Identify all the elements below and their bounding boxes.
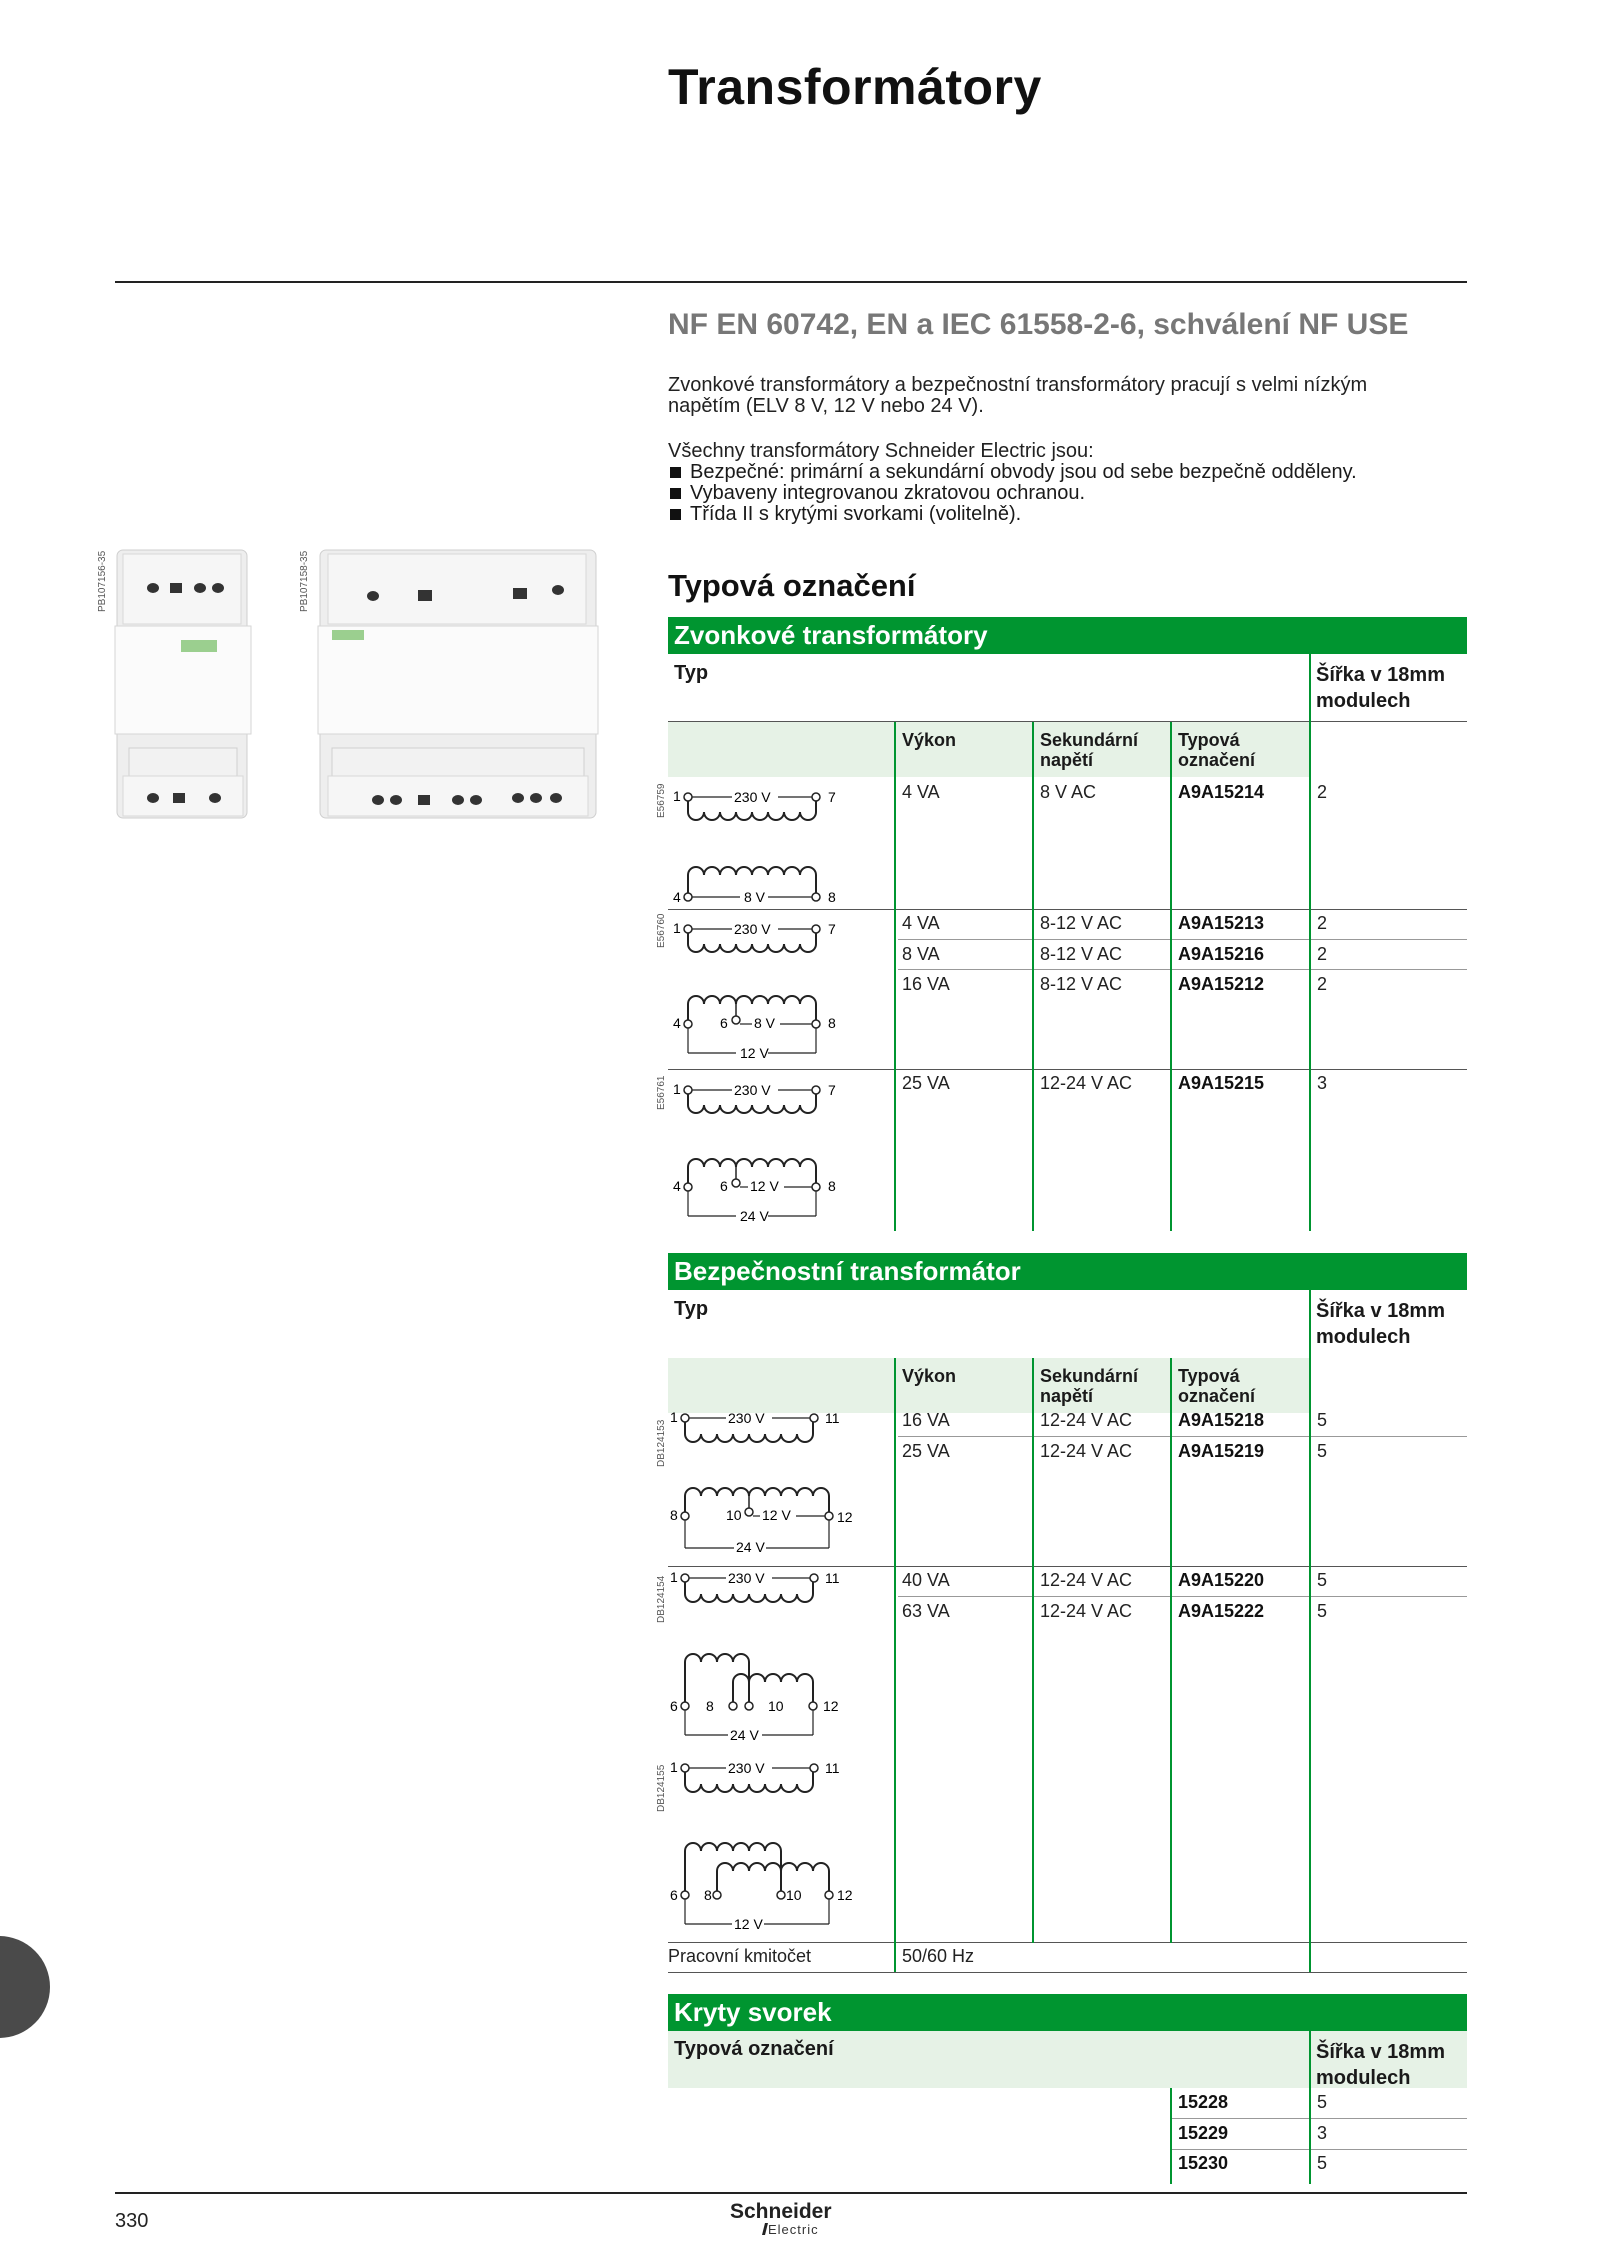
column-divider [1170, 1358, 1172, 1943]
safety-wiring-diagram-2 [668, 1560, 848, 1743]
bell-wiring-diagram-2 [668, 912, 848, 1062]
svg-text:24 V: 24 V [736, 1539, 765, 1555]
feature-bullet-list [668, 462, 1357, 525]
width-cell: 2 [1317, 974, 1328, 994]
rule [668, 1069, 1467, 1070]
svg-text:8: 8 [704, 1887, 712, 1903]
column-divider [1032, 1358, 1034, 1943]
svg-text:1: 1 [673, 788, 681, 804]
voltage-cell: 12-24 V AC [1040, 1601, 1133, 1621]
reference-cell: A9A15220 [1178, 1570, 1265, 1590]
reference-cell: 15230 [1178, 2153, 1229, 2173]
voltage-cell: 8-12 V AC [1040, 974, 1123, 994]
covers-table-head [668, 2031, 1467, 2088]
voltage-cell: 8-12 V AC [1040, 944, 1123, 964]
voltage-cell: 8-12 V AC [1040, 913, 1123, 933]
footer-rule [115, 2192, 1467, 2194]
svg-text:230 V: 230 V [734, 789, 771, 805]
svg-text:6: 6 [720, 1178, 728, 1194]
power-cell: 63 VA [902, 1601, 950, 1621]
svg-text:10: 10 [786, 1887, 802, 1903]
power-cell: 4 VA [902, 782, 940, 802]
safety-wiring-diagram-1 [668, 1400, 853, 1555]
svg-text:1: 1 [670, 1569, 678, 1585]
large-transformer-photo [318, 548, 600, 820]
column-divider [1309, 654, 1311, 1231]
top-rule [115, 281, 1467, 283]
svg-text:8 V: 8 V [754, 1015, 776, 1031]
safety-transformer-header: Bezpečnostní transformátor [668, 1253, 1467, 1290]
svg-text:8: 8 [706, 1698, 714, 1714]
width-cell: 5 [1317, 1570, 1328, 1590]
secondary-voltage-header: Sekundární napětí [1040, 730, 1139, 770]
svg-text:4: 4 [673, 889, 681, 905]
column-divider [1170, 2088, 1172, 2184]
svg-text:7: 7 [828, 1082, 836, 1098]
svg-text:1: 1 [670, 1409, 678, 1425]
diagram-code: DB124153 [656, 1419, 667, 1467]
svg-text:12 V: 12 V [762, 1507, 791, 1523]
svg-text:11: 11 [825, 1570, 840, 1586]
width-cell: 2 [1317, 944, 1328, 964]
safety-table-head [668, 1290, 1467, 1346]
svg-text:24 V: 24 V [730, 1727, 759, 1743]
photo-code: PB107156-35 [97, 550, 108, 612]
rule [898, 939, 1467, 940]
svg-text:1: 1 [673, 1081, 681, 1097]
svg-text:12: 12 [823, 1698, 839, 1714]
power-cell: 4 VA [902, 913, 940, 933]
reference-cell: 15228 [1178, 2092, 1229, 2112]
rule [668, 1972, 1467, 1973]
svg-text:12 V: 12 V [750, 1178, 779, 1194]
terminal-covers-header: Kryty svorek [668, 1994, 1467, 2031]
svg-text:10: 10 [768, 1698, 784, 1714]
rule [1172, 2149, 1467, 2150]
power-cell: 8 VA [902, 944, 940, 964]
bullet-item: Vybaveny integrovanou zkratovou ochranou. [668, 483, 1357, 504]
diagram-code: DB124155 [656, 1764, 667, 1812]
diagram-code: E56761 [656, 1075, 667, 1110]
width-cell: 2 [1317, 913, 1328, 933]
svg-text:230 V: 230 V [734, 1082, 771, 1098]
reference-cell: A9A15216 [1178, 944, 1265, 964]
width-header: Šířka v 18mm modulech [1316, 1300, 1445, 1348]
intro-line-1: Zvonkové transformátory a bezpečnostní transformátory pracují s velmi nízkým [668, 374, 1368, 396]
svg-text:12 V: 12 V [734, 1916, 763, 1932]
voltage-cell: 12-24 V AC [1040, 1441, 1133, 1461]
power-cell: 16 VA [902, 1410, 950, 1430]
power-cell: 25 VA [902, 1441, 950, 1461]
svg-text:12 V: 12 V [740, 1045, 769, 1061]
svg-text:8: 8 [828, 889, 836, 905]
safety-wiring-diagram-3 [668, 1750, 853, 1932]
typ-label: Typ [674, 1298, 709, 1320]
rule [898, 1596, 1467, 1597]
reference-cell: A9A15212 [1178, 974, 1265, 994]
width-header: Šířka v 18mm modulech [1316, 2041, 1445, 2089]
reference-header: Typová označení [1178, 1366, 1256, 1406]
vykon-header: Výkon [902, 730, 957, 750]
svg-text:4: 4 [673, 1178, 681, 1194]
diagram-code: E56760 [656, 913, 667, 948]
svg-text:8: 8 [828, 1178, 836, 1194]
column-divider [1309, 2031, 1311, 2184]
rule [668, 1942, 1467, 1943]
svg-text:24 V: 24 V [740, 1208, 769, 1224]
small-transformer-photo [115, 548, 253, 820]
width-cell: 5 [1317, 2153, 1328, 2173]
reference-header: Typová označení [674, 2038, 834, 2060]
bell-wiring-diagram-1 [668, 780, 848, 905]
width-cell: 3 [1317, 2123, 1328, 2143]
rule [668, 909, 1467, 910]
diagram-code: E56759 [656, 783, 667, 818]
rule [1172, 2118, 1467, 2119]
svg-text:230 V: 230 V [728, 1760, 765, 1776]
power-cell: 40 VA [902, 1570, 950, 1590]
width-cell: 2 [1317, 782, 1328, 802]
logo-subtext: Electric [768, 2222, 819, 2237]
bullet-item: Bezpečné: primární a sekundární obvody jsou od sebe bezpečně odděleny. [668, 462, 1357, 483]
chapter-tab [0, 1936, 50, 2038]
all-transformers-line: Všechny transformátory Schneider Electric jsou: [668, 440, 1094, 462]
svg-text:7: 7 [828, 921, 836, 937]
svg-text:7: 7 [828, 789, 836, 805]
column-divider [1032, 722, 1034, 1231]
svg-text:8: 8 [670, 1507, 678, 1523]
width-cell: 5 [1317, 1410, 1328, 1430]
reference-cell: A9A15214 [1178, 782, 1265, 802]
column-divider [894, 1358, 896, 1972]
intro-line-2: napětím (ELV 8 V, 12 V nebo 24 V). [668, 395, 984, 417]
svg-text:12: 12 [837, 1509, 853, 1525]
svg-text:10: 10 [726, 1507, 742, 1523]
page-number: 330 [115, 2210, 149, 2232]
voltage-cell: 12-24 V AC [1040, 1570, 1133, 1590]
svg-text:6: 6 [670, 1698, 678, 1714]
reference-cell: A9A15222 [1178, 1601, 1265, 1621]
column-divider [1309, 1290, 1311, 1972]
svg-text:1: 1 [673, 920, 681, 936]
voltage-cell: 12-24 V AC [1040, 1073, 1133, 1093]
typ-label: Typ [674, 662, 709, 684]
power-cell: 25 VA [902, 1073, 950, 1093]
standards-subtitle: NF EN 60742, EN a IEC 61558-2-6, schválení NF USE [668, 308, 1409, 341]
reference-cell: 15229 [1178, 2123, 1229, 2143]
column-divider [894, 722, 896, 1231]
reference-header: Typová označení [1178, 730, 1256, 770]
width-cell: 5 [1317, 1601, 1328, 1621]
section-heading: Typová označení [668, 568, 916, 603]
bell-subhead-band [668, 722, 1311, 777]
reference-cell: A9A15215 [1178, 1073, 1265, 1093]
svg-text:8: 8 [828, 1015, 836, 1031]
reference-cell: A9A15219 [1178, 1441, 1265, 1461]
voltage-cell: 12-24 V AC [1040, 1410, 1133, 1430]
svg-text:12: 12 [837, 1887, 853, 1903]
svg-text:230 V: 230 V [728, 1410, 765, 1426]
secondary-voltage-header: Sekundární napětí [1040, 1366, 1139, 1406]
svg-text:11: 11 [825, 1410, 840, 1426]
bell-transformers-header: Zvonkové transformátory [668, 617, 1467, 654]
svg-text:230 V: 230 V [728, 1570, 765, 1586]
width-header: Šířka v 18mm modulech [1316, 664, 1445, 712]
diagram-code: DB124154 [656, 1575, 667, 1623]
frequency-label: Pracovní kmitočet [668, 1946, 812, 1966]
power-cell: 16 VA [902, 974, 950, 994]
bell-table-head [668, 654, 1467, 710]
svg-text:4: 4 [673, 1015, 681, 1031]
voltage-cell: 8 V AC [1040, 782, 1097, 802]
rule [898, 1436, 1467, 1437]
svg-text:11: 11 [825, 1760, 840, 1776]
schneider-logo: Schneider [730, 2200, 832, 2223]
bullet-item: Třída II s krytými svorkami (volitelně). [668, 504, 1357, 525]
page-title: Transformátory [668, 59, 1042, 115]
photo-code: PB107158-35 [299, 550, 310, 612]
column-divider [1170, 722, 1172, 1231]
width-cell: 3 [1317, 1073, 1328, 1093]
svg-text:1: 1 [670, 1759, 678, 1775]
svg-text:230 V: 230 V [734, 921, 771, 937]
frequency-value: 50/60 Hz [902, 1946, 975, 1966]
bell-wiring-diagram-3 [668, 1073, 848, 1225]
reference-cell: A9A15213 [1178, 913, 1265, 933]
width-cell: 5 [1317, 1441, 1328, 1461]
svg-text:8 V: 8 V [744, 889, 766, 905]
reference-cell: A9A15218 [1178, 1410, 1265, 1430]
width-cell: 5 [1317, 2092, 1328, 2112]
vykon-header: Výkon [902, 1366, 957, 1386]
svg-text:6: 6 [720, 1015, 728, 1031]
rule [898, 969, 1467, 970]
svg-text:6: 6 [670, 1887, 678, 1903]
